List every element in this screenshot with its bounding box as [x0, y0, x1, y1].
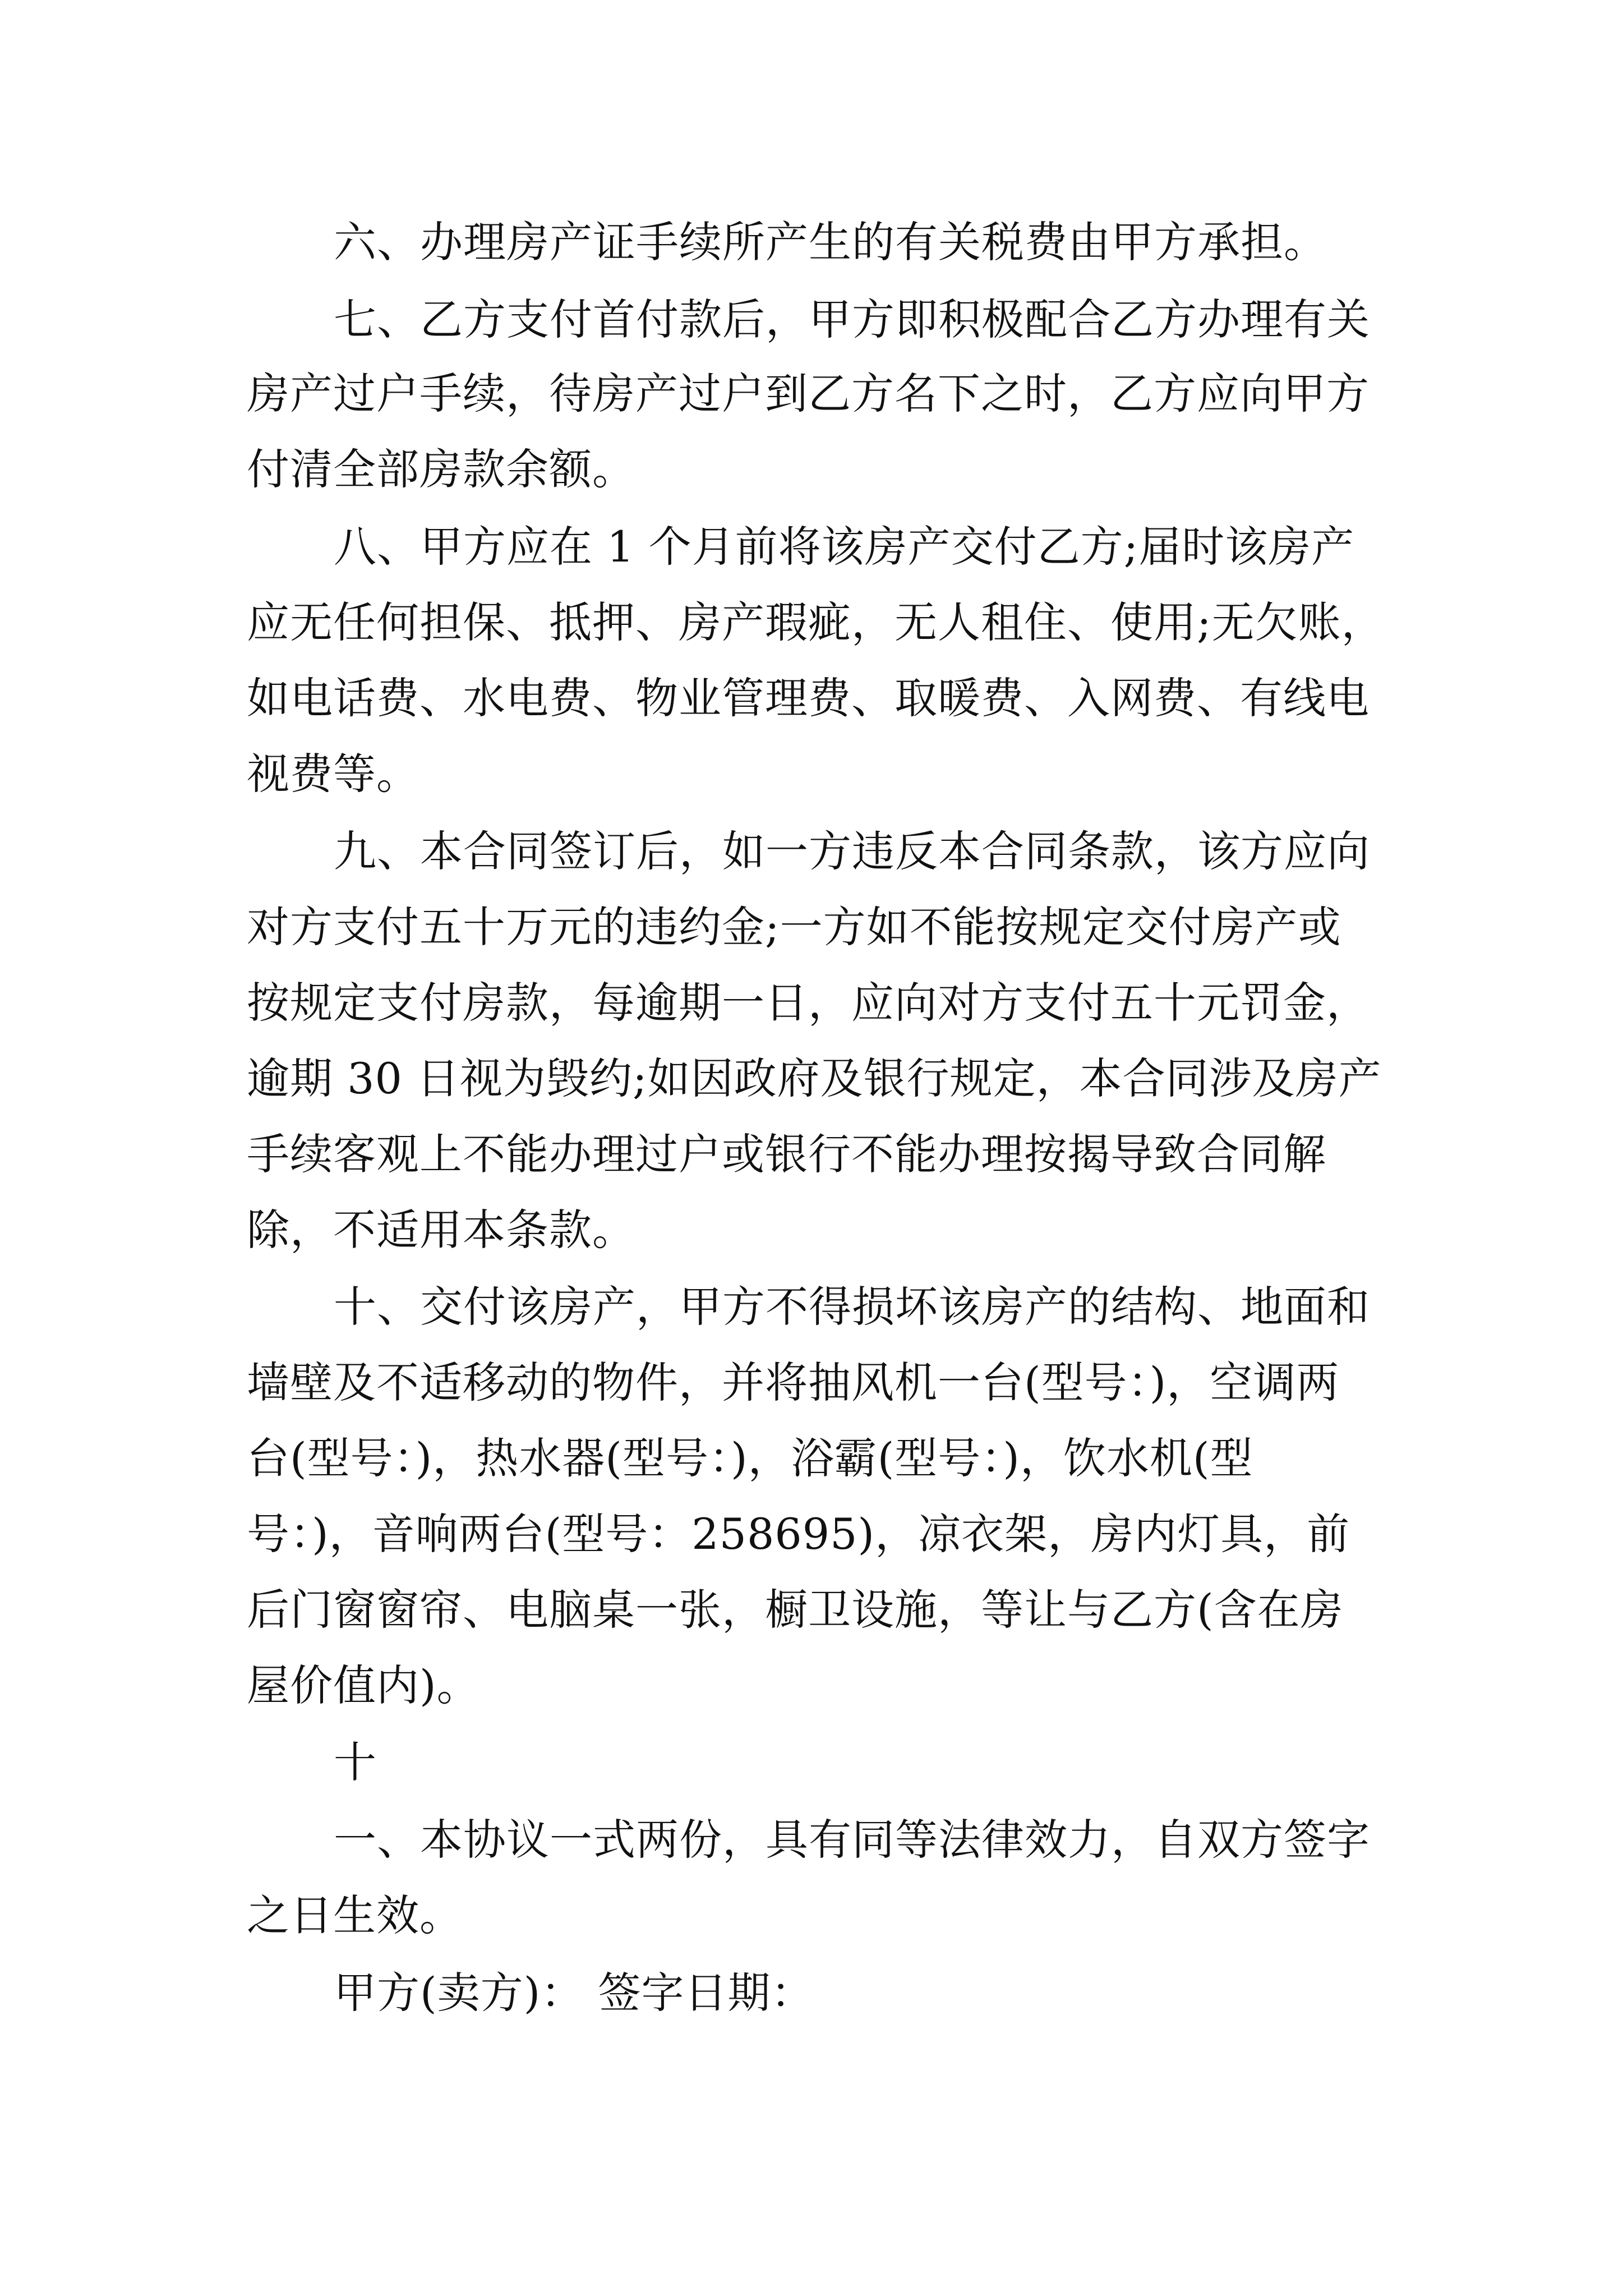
clause-8-line-3: 如电话费、水电费、物业管理费、取暖费、入网费、有线电	[247, 673, 1370, 723]
clause-7-line-2: 房产过户手续，待房产过户到乙方名下之时，乙方应向甲方	[247, 369, 1370, 418]
clause-11-heading: 十	[334, 1737, 377, 1787]
signature-line-party-a: 甲方(卖方)： 签字日期：	[334, 1968, 814, 2018]
clause-9-line-3: 按规定支付房款，每逾期一日，应向对方支付五十元罚金，	[247, 978, 1370, 1028]
clause-10-line-5: 后门窗窗帘、电脑桌一张，橱卫设施，等让与乙方(含在房	[247, 1585, 1344, 1635]
clause-10-line-1: 十、交付该房产，甲方不得损坏该房产的结构、地面和	[334, 1282, 1370, 1332]
clause-9-line-5: 手续客观上不能办理过户或银行不能办理按揭导致合同解	[247, 1129, 1326, 1179]
clause-10-line-2: 墙壁及不适移动的物件，并将抽风机一台(型号：)，空调两	[247, 1358, 1340, 1407]
clause-11-line-2: 之日生效。	[247, 1890, 463, 1940]
clause-8-line-4: 视费等。	[247, 749, 419, 799]
clause-11-line-1: 一、本协议一式两份，具有同等法律效力，自双方签字	[334, 1815, 1370, 1865]
clause-10-line-3: 台(型号：)，热水器(型号：)，浴霸(型号：)，饮水机(型	[247, 1433, 1253, 1483]
clause-8-line-2: 应无任何担保、抵押、房产瑕疵，无人租住、使用;无欠账，	[247, 597, 1385, 647]
clause-9-line-1: 九、本合同签订后，如一方违反本合同条款，该方应向	[334, 826, 1370, 876]
clause-10-line-6: 屋价值内)。	[247, 1660, 480, 1710]
clause-9-line-2: 对方支付五十万元的违约金;一方如不能按规定交付房产或	[247, 902, 1341, 952]
clause-8-line-1: 八、甲方应在 1 个月前将该房产交付乙方;届时该房产	[334, 522, 1355, 572]
clause-9-line-4: 逾期 30 日视为毁约;如因政府及银行规定，本合同涉及房产	[247, 1053, 1382, 1103]
clause-7-line-3: 付清全部房款余额。	[247, 444, 635, 494]
clause-7-line-1: 七、乙方支付首付款后，甲方即积极配合乙方办理有关	[334, 295, 1370, 344]
clause-10-line-4: 号：)，音响两台(型号：258695)，凉衣架，房内灯具，前	[247, 1509, 1350, 1559]
clause-9-line-6: 除，不适用本条款。	[247, 1205, 635, 1255]
clause-6-line-1: 六、办理房产证手续所产生的有关税费由甲方承担。	[334, 217, 1327, 267]
